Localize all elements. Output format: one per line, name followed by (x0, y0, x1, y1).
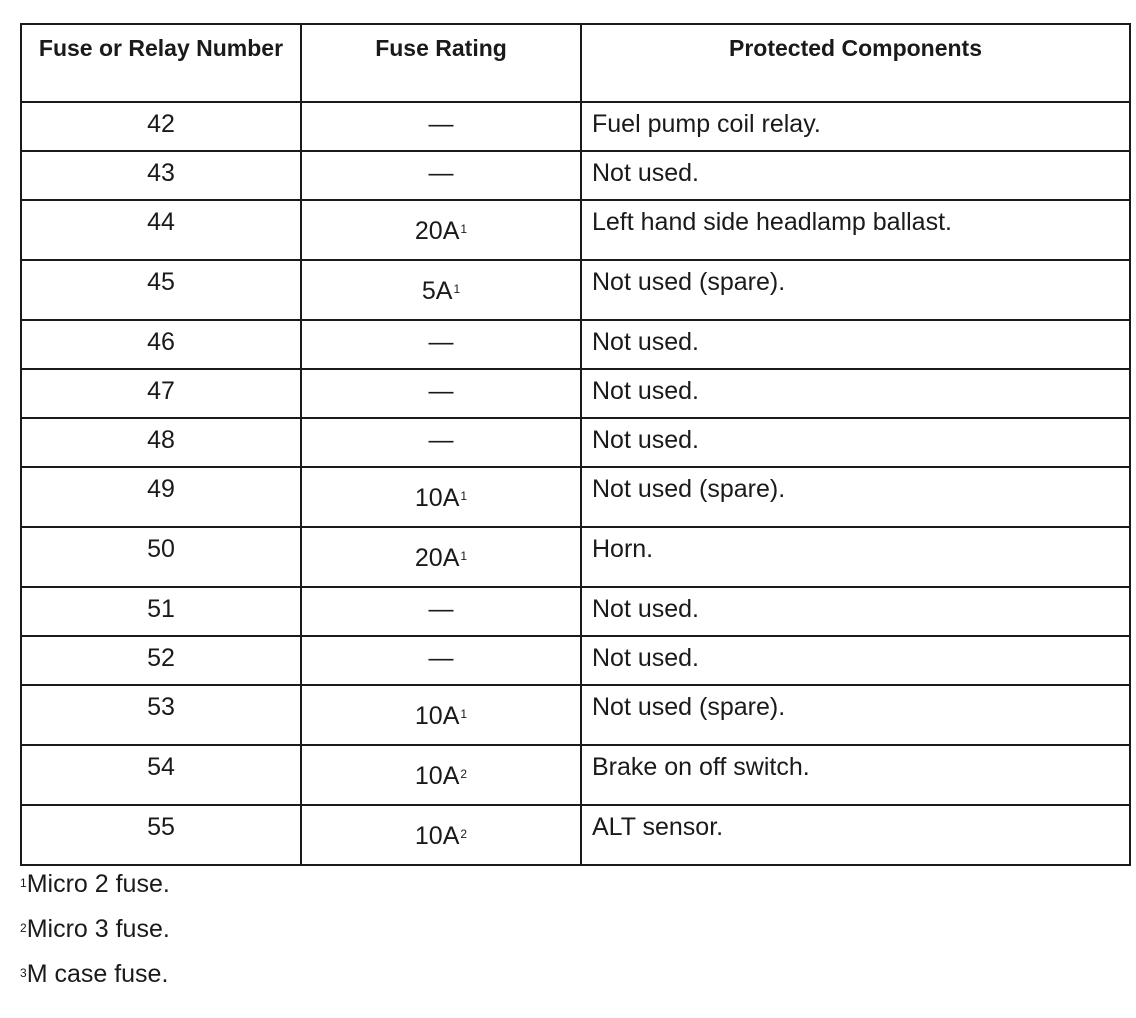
fuse-table (20, 23, 1131, 866)
fuse-number-cell: 42 (21, 102, 301, 151)
fuse-rating-cell (301, 260, 581, 320)
protected-components-cell: Not used. (581, 587, 1130, 636)
table-row (21, 260, 1130, 320)
fuse-rating-value: 10A (414, 762, 460, 790)
fuse-rating-cell (301, 685, 581, 745)
fuse-rating-value: 20A (414, 217, 460, 245)
table-row (21, 200, 1130, 260)
protected-components-cell: ALT sensor. (581, 805, 1130, 865)
protected-components-cell: Not used. (581, 369, 1130, 418)
fuse-number-cell: 46 (21, 320, 301, 369)
table-header-row (21, 24, 1130, 102)
footnote-mark: 1 (20, 876, 27, 890)
footnote (20, 870, 170, 898)
table-row (21, 467, 1130, 527)
fuse-rating-value: 10A (414, 484, 460, 512)
footnote-marker: 1 (453, 282, 461, 296)
protected-components-cell: Not used (spare). (581, 467, 1130, 527)
protected-components-cell: Brake on off switch. (581, 745, 1130, 805)
fuse-number-cell: 55 (21, 805, 301, 865)
footnote-marker: 1 (460, 549, 468, 563)
footnote (20, 960, 170, 988)
fuse-rating-cell (301, 102, 581, 151)
footnote-marker: 1 (460, 707, 468, 721)
fuse-rating-value: — (428, 328, 454, 356)
header-protected-components: Protected Components (581, 24, 1130, 102)
fuse-number-cell: 48 (21, 418, 301, 467)
table-row (21, 151, 1130, 200)
fuse-number-cell: 47 (21, 369, 301, 418)
fuse-rating-cell (301, 418, 581, 467)
fuse-number-cell: 44 (21, 200, 301, 260)
header-fuse-number: Fuse or Relay Number (21, 24, 301, 102)
fuse-number-cell: 43 (21, 151, 301, 200)
fuse-rating-value: — (428, 110, 454, 138)
footnotes (20, 870, 170, 1005)
fuse-rating-cell (301, 467, 581, 527)
fuse-number-cell: 49 (21, 467, 301, 527)
protected-components-cell: Left hand side headlamp ballast. (581, 200, 1130, 260)
table-row (21, 418, 1130, 467)
protected-components-cell: Not used (spare). (581, 685, 1130, 745)
fuse-number-cell: 45 (21, 260, 301, 320)
table-body (21, 102, 1130, 865)
fuse-rating-cell (301, 805, 581, 865)
protected-components-cell: Not used (spare). (581, 260, 1130, 320)
footnote-marker: 2 (460, 767, 468, 781)
fuse-rating-cell (301, 745, 581, 805)
protected-components-cell: Not used. (581, 636, 1130, 685)
fuse-rating-value: — (428, 159, 454, 187)
fuse-number-cell: 52 (21, 636, 301, 685)
footnote-marker: 1 (460, 489, 468, 503)
fuse-rating-cell (301, 587, 581, 636)
table-row (21, 805, 1130, 865)
table-row (21, 102, 1130, 151)
table-row (21, 587, 1130, 636)
fuse-number-cell: 50 (21, 527, 301, 587)
fuse-rating-value: — (428, 644, 454, 672)
fuse-rating-value: 10A (414, 822, 460, 850)
table-row (21, 320, 1130, 369)
fuse-rating-cell (301, 369, 581, 418)
fuse-rating-cell (301, 200, 581, 260)
protected-components-cell: Not used. (581, 320, 1130, 369)
fuse-rating-cell (301, 320, 581, 369)
fuse-rating-value: 20A (414, 544, 460, 572)
fuse-rating-value: 10A (414, 702, 460, 730)
fuse-number-cell: 51 (21, 587, 301, 636)
fuse-rating-cell (301, 527, 581, 587)
footnote (20, 915, 170, 943)
table-row (21, 636, 1130, 685)
fuse-rating-value: — (428, 426, 454, 454)
table-row (21, 685, 1130, 745)
fuse-rating-value: — (428, 595, 454, 623)
table-row (21, 369, 1130, 418)
table-row (21, 745, 1130, 805)
footnote-text: M case fuse. (26, 960, 169, 988)
footnote-text: Micro 2 fuse. (26, 870, 170, 898)
footnote-mark: 2 (20, 921, 27, 935)
protected-components-cell: Not used. (581, 418, 1130, 467)
protected-components-cell: Horn. (581, 527, 1130, 587)
fuse-rating-value: 5A (421, 277, 453, 305)
fuse-rating-value: — (428, 377, 454, 405)
footnote-text: Micro 3 fuse. (26, 915, 170, 943)
protected-components-cell: Not used. (581, 151, 1130, 200)
table-row (21, 527, 1130, 587)
fuse-rating-cell (301, 636, 581, 685)
footnote-marker: 1 (460, 222, 468, 236)
protected-components-cell: Fuel pump coil relay. (581, 102, 1130, 151)
fuse-number-cell: 53 (21, 685, 301, 745)
fuse-rating-cell (301, 151, 581, 200)
fuse-number-cell: 54 (21, 745, 301, 805)
footnote-mark: 3 (20, 966, 27, 980)
header-fuse-rating: Fuse Rating (301, 24, 581, 102)
footnote-marker: 2 (460, 827, 468, 841)
